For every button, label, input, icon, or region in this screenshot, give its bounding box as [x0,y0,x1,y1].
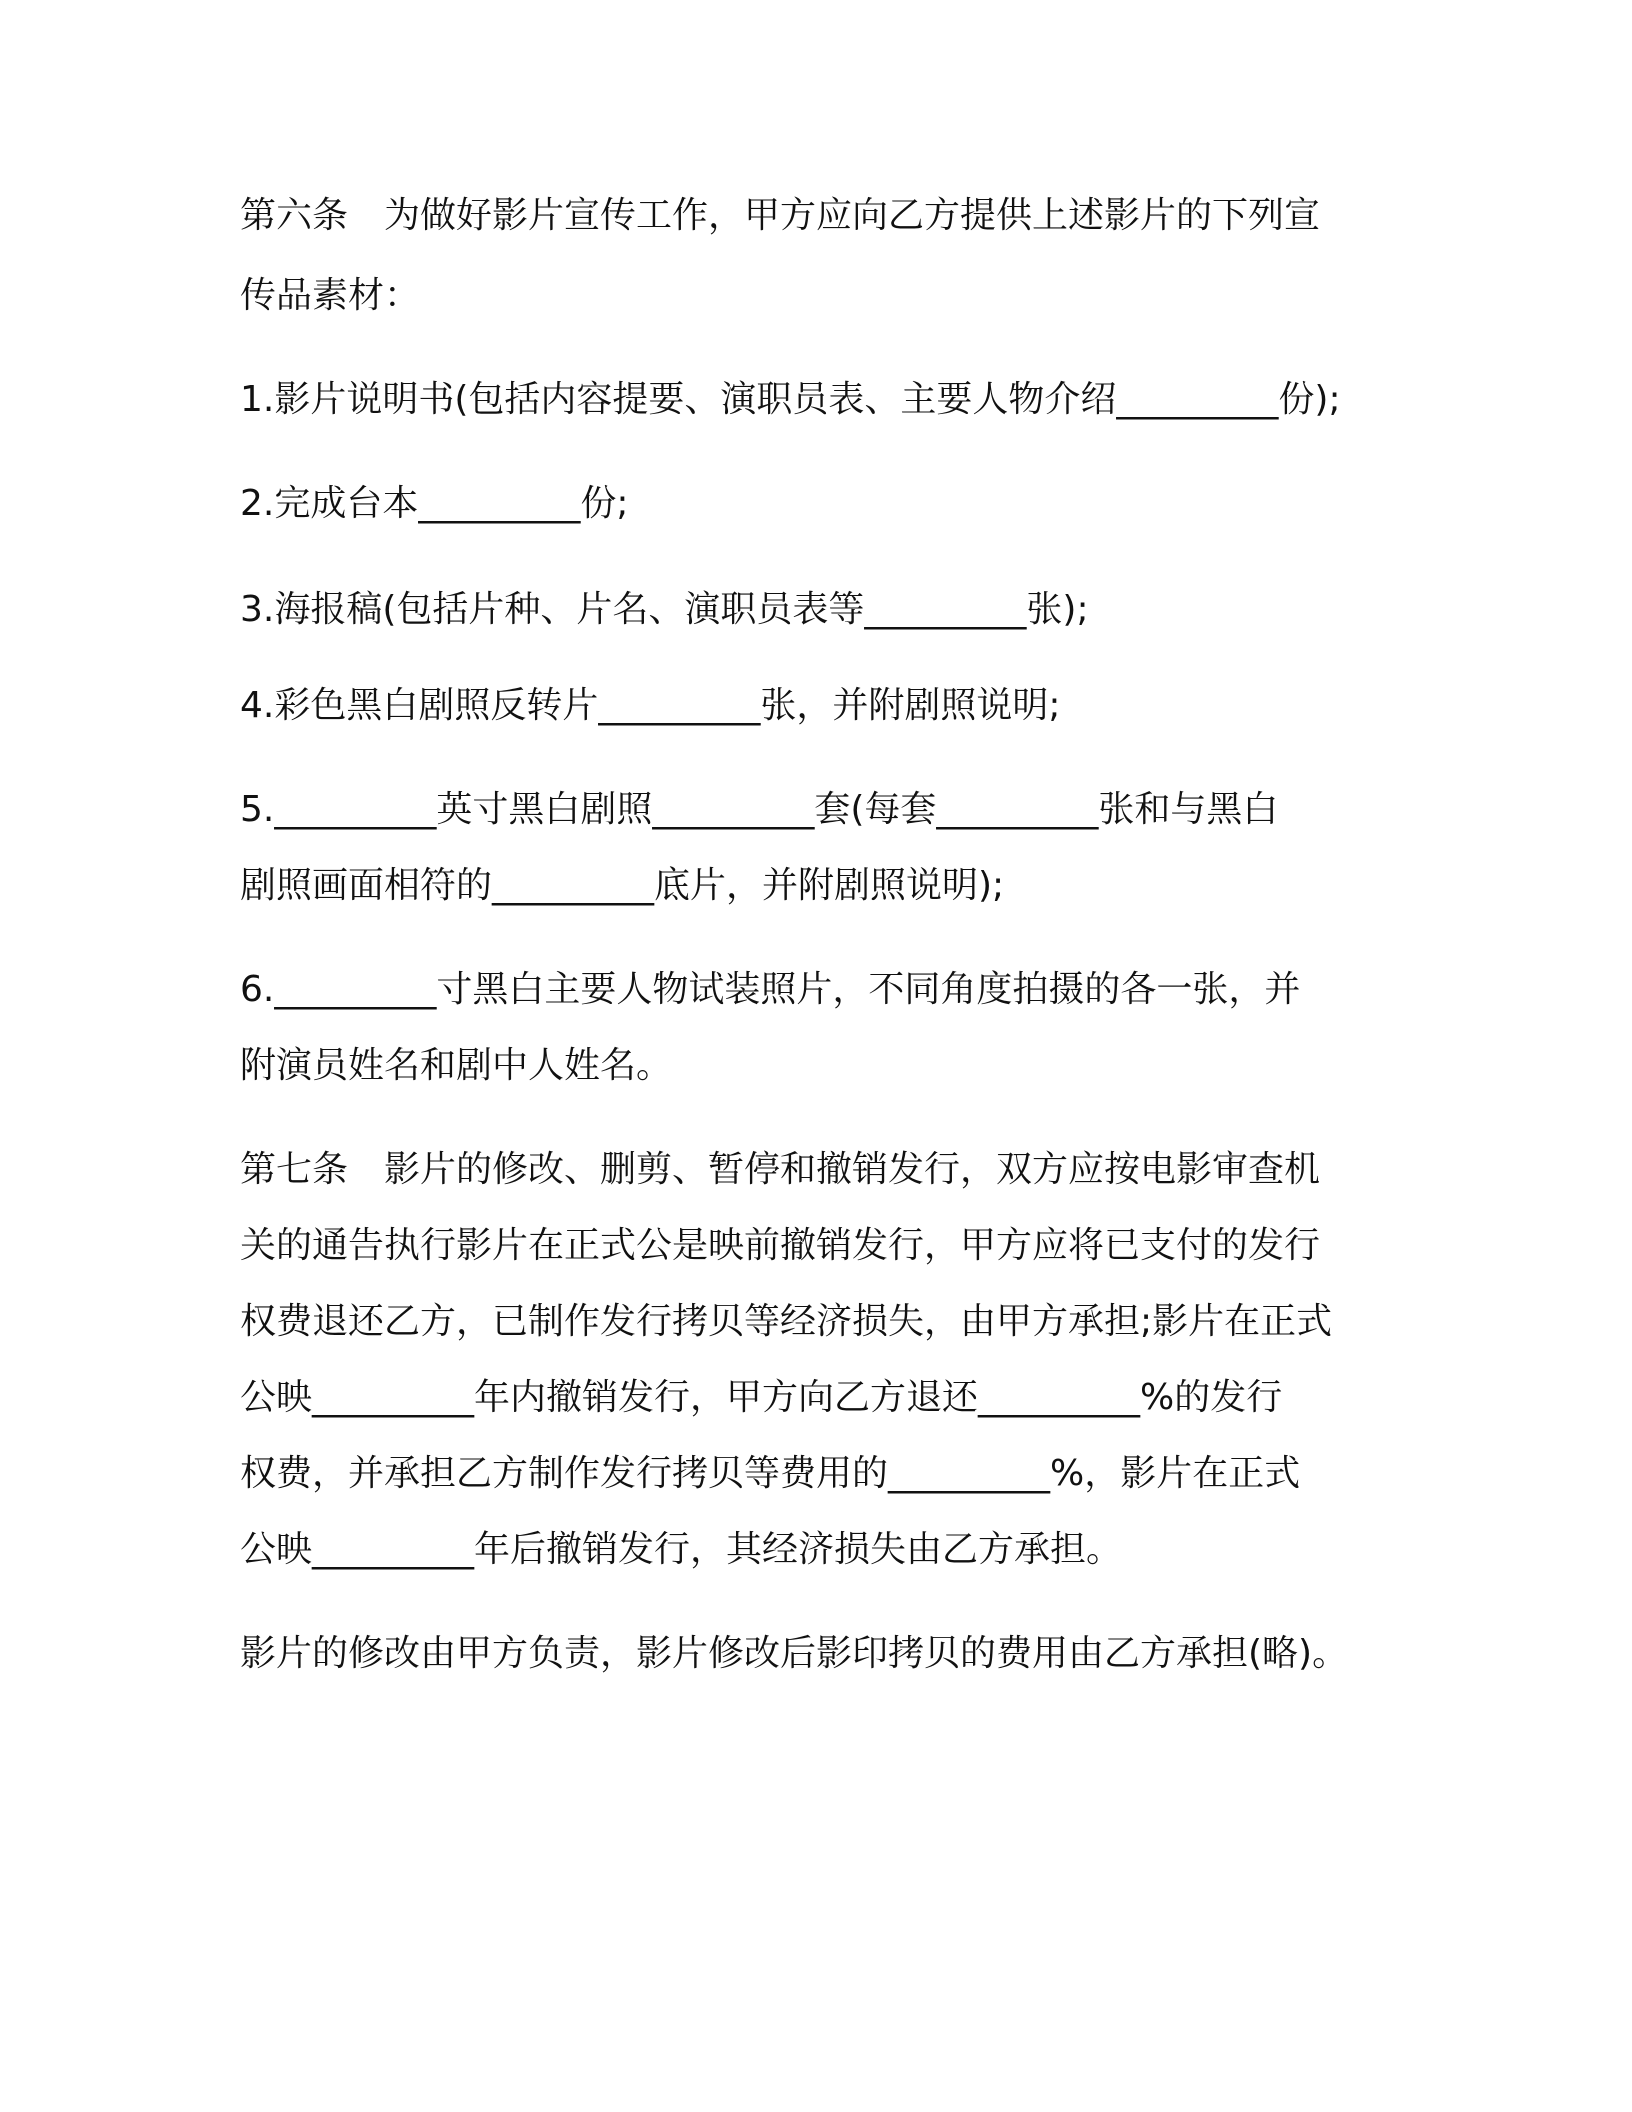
item-5-line-2: 剧照画面相符的_________底片，并附剧照说明); [240,865,1005,906]
article-7-line-6: 公映_________年后撤销发行，其经济损失由乙方承担。 [240,1529,1123,1570]
article-7-line-4: 公映_________年内撤销发行，甲方向乙方退还_________%的发行 [240,1377,1283,1418]
article-7-line-5: 权费，并承担乙方制作发行拷贝等费用的_________%，影片在正式 [240,1453,1301,1494]
article-6-line-2: 传品素材： [240,275,421,316]
item-4-line: 4.彩色黑白剧照反转片_________张，并附剧照说明; [240,685,1061,726]
article-7-line-1: 第七条 影片的修改、删剪、暂停和撤销发行，双方应按电影审查机 [240,1149,1321,1190]
item-1-line: 1.影片说明书(包括内容提要、演职员表、主要人物介绍_________份); [240,379,1341,420]
closing-paragraph: 影片的修改由甲方负责，影片修改后影印拷贝的费用由乙方承担(略)。 [240,1633,1349,1674]
item-2-line: 2.完成台本_________份; [240,483,629,524]
article-6-line-1: 第六条 为做好影片宣传工作，甲方应向乙方提供上述影片的下列宣 [240,195,1321,236]
item-3-line: 3.海报稿(包括片种、片名、演职员表等_________张); [240,589,1089,630]
article-7-line-3: 权费退还乙方，已制作发行拷贝等经济损失，由甲方承担;影片在正式 [240,1301,1333,1342]
item-6-line-2: 附演员姓名和剧中人姓名。 [240,1045,673,1086]
article-7-line-2: 关的通告执行影片在正式公是映前撤销发行，甲方应将已支付的发行 [240,1225,1321,1266]
item-5-line-1: 5._________英寸黑白剧照_________套(每套_________张和与黑白 [240,789,1279,830]
item-6-line-1: 6._________寸黑白主要人物试装照片，不同角度拍摄的各一张，并 [240,969,1301,1010]
